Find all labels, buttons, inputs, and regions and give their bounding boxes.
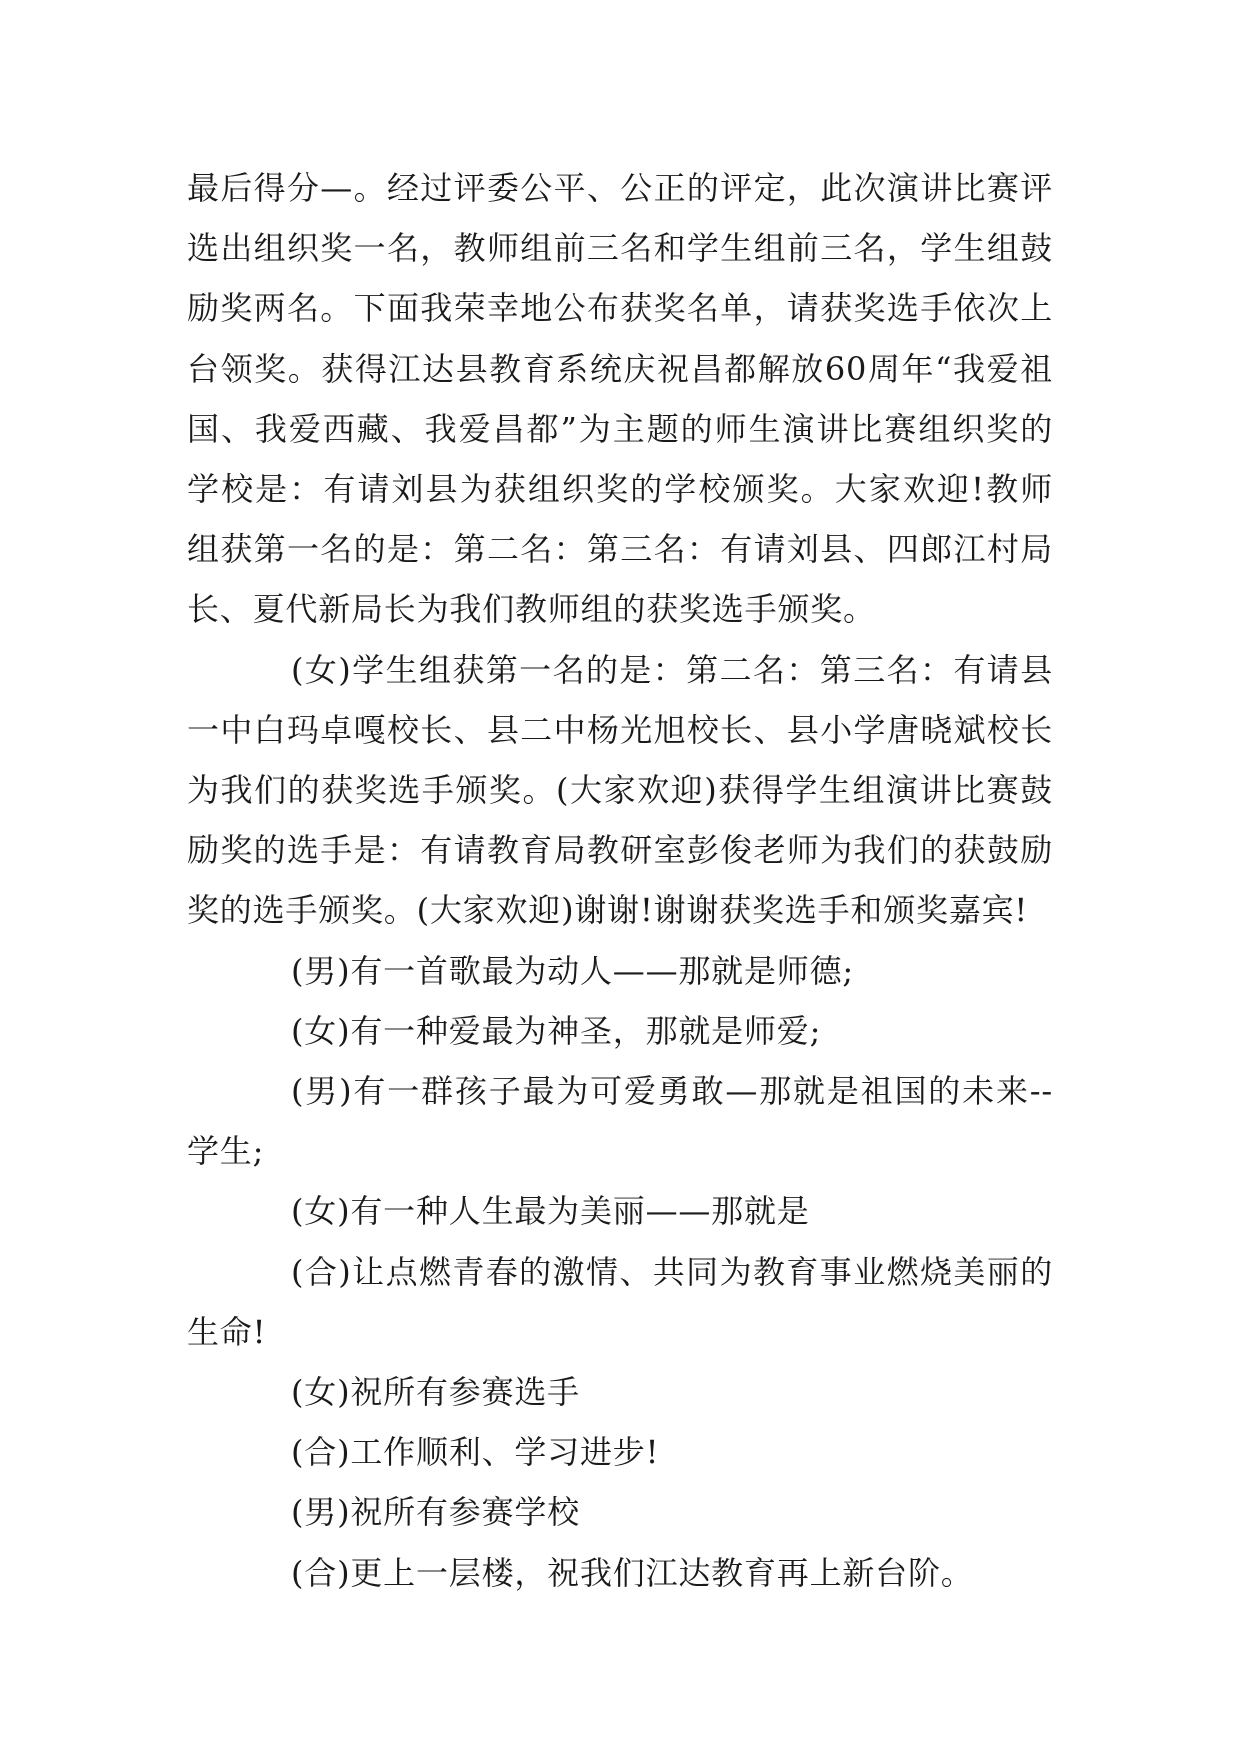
document-body xyxy=(187,158,1053,1603)
paragraph-female-life: (女)有一种人生最为美丽——那就是 xyxy=(291,1192,810,1231)
paragraph-male-song: (男)有一首歌最为动人——那就是师德; xyxy=(291,951,854,990)
paragraph-together-progress: (合)工作顺利、学习进步! xyxy=(291,1433,660,1472)
paragraph-male-children: (男)有一群孩子最为可爱勇敢—那就是祖国的未来--学生; xyxy=(187,1072,1053,1171)
paragraph-female-love: (女)有一种爱最为神圣，那就是师爱; xyxy=(291,1011,822,1050)
paragraph-awards-intro: 最后得分—。经过评委公平、公正的评定，此次演讲比赛评选出组织奖一名，教师组前三名和学生组前三名，学生组鼓励奖两名。下面我荣幸地公布获奖名单，请获奖选手依次上台领奖。获得江达县教育系统庆祝昌都解放60周年“我爱祖国、我爱西藏、我爱昌都”为主题的师生演讲比赛组织奖的学校是：有请刘县为获组织奖的学校颁奖。大家欢迎!教师组获第一名的是：第二名：第三名：有请刘县、四郎江村局长、夏代新局长为我们教师组的获奖选手颁奖。 xyxy=(187,169,1053,629)
paragraph-male-wish: (男)祝所有参赛学校 xyxy=(291,1493,580,1532)
paragraph-together-passion: (合)让点燃青春的激情、共同为教育事业燃烧美丽的生命! xyxy=(187,1252,1053,1351)
paragraph-female-wish: (女)祝所有参赛选手 xyxy=(291,1373,580,1412)
paragraph-together-closing: (合)更上一层楼，祝我们江达教育再上新台阶。 xyxy=(291,1553,974,1592)
paragraph-student-awards: (女)学生组获第一名的是：第二名：第三名：有请县一中白玛卓嘎校长、县二中杨光旭校长、县小学唐晓斌校长为我们的获奖选手颁奖。(大家欢迎)获得学生组演讲比赛鼓励奖的选手是：有请教育局教研室彭俊老师为我们的获鼓励奖的选手颁奖。(大家欢迎)谢谢!谢谢获奖选手和颁奖嘉宾! xyxy=(187,650,1053,930)
